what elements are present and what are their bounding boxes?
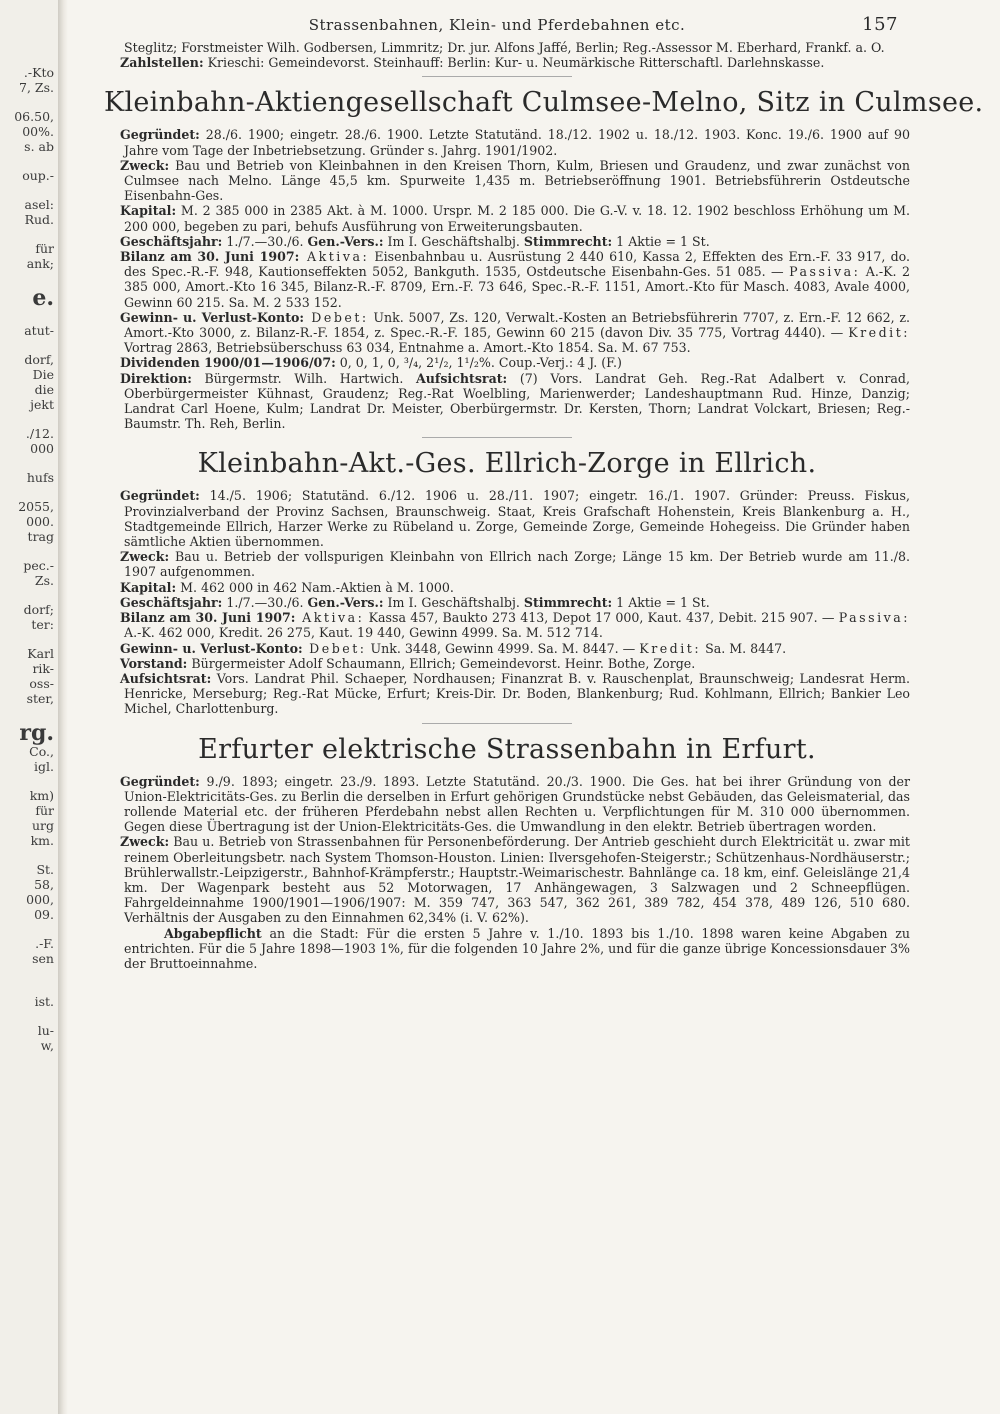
field-text: 1./7.—30./6.: [222, 233, 308, 249]
gutter-text-fragment: lu-: [37, 1023, 54, 1038]
gutter-text-fragment: für: [35, 241, 54, 256]
entry-paragraph: [84, 610, 910, 640]
field-label: Direktion:: [120, 370, 192, 386]
account-side-label: Debet:: [302, 640, 367, 656]
gutter-text-fragment: urg: [31, 818, 54, 833]
entry-paragraph: [84, 127, 910, 157]
gutter-text-fragment: .-Kto: [23, 65, 54, 80]
gutter-text-fragment: für: [35, 803, 54, 818]
gutter-text-fragment: Zs.: [34, 573, 54, 588]
gutter-text-fragment: 000,: [26, 892, 54, 907]
field-label: Gewinn- u. Verlust-Konto:: [120, 640, 303, 656]
field-text: 1 Aktie = 1 St.: [612, 233, 710, 249]
field-label: Gegründet:: [120, 127, 200, 143]
entry-paragraph: [84, 595, 910, 610]
field-text: Im I. Geschäftshalbj.: [383, 233, 524, 249]
field-label: Vorstand:: [120, 655, 188, 671]
field-label: Gegründet:: [120, 488, 200, 504]
field-text: Bürgermeister Adolf Schaumann, Ellrich; Gemeindevorst. Heinr. Bothe, Zorge.: [187, 655, 696, 671]
gutter-text-fragment: hufs: [26, 470, 54, 485]
account-side-label: Kredit:: [639, 640, 702, 656]
company-title: Kleinbahn-Aktiengesellschaft Culmsee-Melno, Sitz in Culmsee.: [104, 87, 984, 119]
gutter-text-fragment: 09.: [34, 907, 54, 922]
entry-paragraph: [84, 203, 910, 233]
gutter-text-fragment: ist.: [34, 994, 54, 1009]
gutter-text-fragment: Rud.: [24, 212, 54, 227]
account-side-label: Aktiva:: [295, 610, 365, 626]
entry-paragraph: [84, 355, 910, 370]
entry-paragraph: [84, 234, 910, 249]
field-text: A.-K. 2 385 000, Amort.-Kto 16 345, Bilanz-R.-F. 8709, Ern.-F. 73 646, Spec.-R.-F. 1151, Amort.-Kto für Masch. 4083, Avale 4000, Gewinn 60 215. Sa. M. 2 533 152.: [124, 264, 910, 310]
field-label: Geschäftsjahr:: [120, 594, 223, 610]
gutter-text-fragment: ter:: [31, 617, 54, 632]
field-label: Zweck:: [120, 549, 170, 565]
field-text: 9./9. 1893; eingetr. 23./9. 1893. Letzte Statutänd. 20./3. 1900. Die Ges. hat bei ihrer Gründung von der Union-Elektricitäts-Ges. zu Berlin die derselben in Erfurt gehörigen Grundstücke nebst Gebäuden, das Geleismaterial, das rollende Material etc. der früheren Pferdebahn nebst allen Rechten u. Verpflichtungen für M. 310 000 übernommen. Gegen diese Übertragung ist der Union-Elektricitäts-Ges. die Umwandlung in den elektr. Betrieb übertragen worden.: [124, 773, 910, 835]
page-number: 157: [862, 14, 898, 35]
gutter-text-fragment: 7, Zs.: [19, 80, 54, 95]
gutter-text-fragment: 58,: [34, 877, 54, 892]
field-label: Kapital:: [120, 203, 177, 219]
field-text: 0, 0, 1, 0, ³/₄, 2¹/₂, 1¹/₂%. Coup.-Verj.: 4 J. (F.): [335, 355, 622, 371]
account-side-label: Aktiva:: [299, 249, 370, 265]
gutter-text-fragment: 06.50,: [14, 109, 54, 124]
book-spine-shadow: [58, 0, 68, 1414]
gutter-text-fragment: ster,: [26, 691, 54, 706]
field-text: Bau u. Betrieb von Strassenbahnen für Personenbeförderung. Der Antrieb geschieht durch Elektricität u. zwar mit reinem Oberleitungsbetr. nach System Thomson-Houston. Linien: Ilversgehofen-Steigerstr.; Schützenhaus-Nordhäuserstr.; Brühlerwallstr.-Leipzigerstr., Bahnhof-Krämpferstr.; Hauptstr.-Weimarischestr. Bahnlänge ca. 18 km, einf. Geleislänge 21,4 km. Der Wagenpark besteht aus 52 Motorwagen, 17 Anhängewagen, 3 Salzwagen und 2 Schneepflügen. Fahrgeldeinnahme 1900/1901—1906/1907: M. 359 747, 363 547, 362 261, 389 782, 454 378, 489 126, 510 680. Verhältnis der Ausgaben zu den Einnahmen 62,34% (i. V. 62%).: [124, 834, 910, 926]
field-text: (7) Vors. Landrat Geh. Reg.-Rat Adalbert v. Conrad, Oberbürgermeister Kühnast, Graudenz; Reg.-Rat Woelbling, Marienwerder; Landeshauptmann Rud. Hinze, Danzig; Landrat Carl Hoene, Kulm; Landrat Dr. Meister, Oberbürgermstr. Dr. Kersten, Thorn; Landrat Volckart, Briesen; Reg.-Baumstr. Th. Reh, Berlin.: [124, 370, 910, 432]
gutter-text-fragment: oss-: [29, 676, 54, 691]
gutter-text-fragment: 000.: [26, 514, 54, 529]
previous-page-edge: [0, 0, 58, 1414]
company-title: Erfurter elektrische Strassenbahn in Erfurt.: [198, 733, 816, 765]
field-text: Bau und Betrieb von Kleinbahnen in den Kreisen Thorn, Kulm, Briesen und Graudenz, und zwar zunächst von Culmsee nach Melno. Länge 45,5 km. Spurweite 1,435 m. Betriebseröffnung 1901. Betriebsführerin Ostdeutsche Eisenbahn-Ges.: [124, 157, 910, 204]
company-title: Kleinbahn-Akt.-Ges. Ellrich-Zorge in Ellrich.: [197, 448, 817, 480]
field-label: Zahlstellen:: [120, 55, 204, 71]
entry-paragraph: [84, 656, 910, 671]
account-side-label: Passiva:: [789, 264, 861, 280]
gutter-text-fragment: pec.-: [23, 558, 54, 573]
field-label: Zweck:: [120, 834, 170, 850]
field-label: Stimmrecht:: [523, 594, 613, 610]
field-label: Aufsichtsrat:: [415, 370, 508, 386]
entry-paragraph: [84, 249, 910, 310]
field-text: an die Stadt: Für die ersten 5 Jahre v. 1./10. 1893 bis 1./10. 1898 waren keine Abgaben zu entrichten. Für die 5 Jahre 1898—1903 1%, für die folgenden 10 Jahre 2%, und für die ganze übrige Koncessionsdauer 3% der Bruttoeinnahme.: [124, 925, 910, 971]
entry-paragraph: [84, 549, 910, 579]
gutter-text-fragment: e.: [32, 285, 54, 311]
running-head: [84, 14, 910, 40]
field-label: Zweck:: [120, 157, 170, 173]
field-text: 14./5. 1906; Statutänd. 6./12. 1906 u. 28./11. 1907; eingetr. 16./1. 1907. Gründer: Preuss. Fiskus, Provinzialverband der Provinz Sachsen, Braunschweig. Staat, Kreis Grafschaft Hohenstein, Kreis Blankenburg a. H., Stadtgemeinde Ellrich, Harzer Werke zu Rübeland u. Zorge, Gemeinde Zorge, Gemeinde Hohegeiss. Die Gründer haben sämtliche Aktien übernommen.: [124, 488, 910, 550]
field-text: 1 Aktie = 1 St.: [612, 594, 710, 610]
gutter-text-fragment: w,: [40, 1038, 54, 1053]
gutter-text-fragment: dorf,: [24, 352, 54, 367]
field-text: M. 462 000 in 462 Nam.-Aktien à M. 1000.: [176, 579, 454, 595]
account-side-label: Debet:: [304, 309, 369, 325]
gutter-text-fragment: trag: [27, 529, 54, 544]
entry-paragraph: [84, 488, 910, 549]
gutter-text-fragment: .-F.: [35, 936, 54, 951]
gutter-text-fragment: rg.: [19, 720, 54, 746]
gutter-text-fragment: igl.: [34, 759, 54, 774]
field-label: Kapital:: [120, 579, 177, 595]
gutter-text-fragment: ank;: [26, 256, 54, 271]
field-label: Gen.-Vers.:: [307, 594, 384, 610]
gutter-text-fragment: St.: [36, 862, 54, 877]
entry-paragraph: [84, 371, 910, 432]
field-label: Bilanz am 30. Juni 1907:: [120, 610, 296, 626]
gutter-text-fragment: oup.-: [22, 168, 54, 183]
field-text: 1./7.—30./6.: [222, 594, 308, 610]
field-label: Gen.-Vers.:: [307, 233, 384, 249]
field-text: Vortrag 2863, Betriebsüberschuss 63 034, Entnahme a. Amort.-Kto 1854. Sa. M. 67 753.: [124, 340, 691, 356]
field-label: Geschäftsjahr:: [120, 233, 223, 249]
gutter-text-fragment: die: [34, 382, 54, 397]
field-text: Krieschi: Gemeindevorst. Steinhauff: Berlin: Kur- u. Neumärkische Ritterschaftl. Darlehnskasse.: [203, 55, 825, 71]
field-text: A.-K. 462 000, Kredit. 26 275, Kaut. 19 440, Gewinn 4999. Sa. M. 512 714.: [124, 625, 603, 641]
field-text: Kassa 457, Baukto 273 413, Depot 17 000, Kaut. 437, Debit. 215 907. —: [364, 610, 839, 626]
field-text: Bürgermstr. Wilh. Hartwich.: [191, 370, 416, 386]
intro-paragraph: Steglitz; Forstmeister Wilh. Godbersen, Limmritz; Dr. jur. Alfons Jaffé, Berlin; Reg.-Assessor M. Eberhard, Frankf. a. O.: [124, 40, 885, 55]
field-label: Bilanz am 30. Juni 1907:: [120, 249, 300, 265]
separator-rule: [422, 723, 572, 724]
field-text: M. 2 385 000 in 2385 Akt. à M. 1000. Urspr. M. 2 185 000. Die G.-V. v. 18. 12. 1902 beschloss Erhöhung um M. 200 000, begeben zu pari, behufs Ausführung von Erweiterungsbauten.: [124, 203, 910, 234]
gutter-text-fragment: Die: [32, 367, 54, 382]
gutter-text-fragment: s. ab: [24, 139, 54, 154]
field-label: Gewinn- u. Verlust-Konto:: [120, 309, 305, 325]
gutter-text-fragment: 00%.: [22, 124, 54, 139]
gutter-text-fragment: Karl: [27, 646, 54, 661]
gutter-text-fragment: sen: [32, 951, 54, 966]
entry-paragraph: [84, 926, 910, 972]
gutter-text-fragment: rik-: [32, 661, 54, 676]
field-text: Unk. 5007, Zs. 120, Verwalt.-Kosten an Betriebsführerin 7707, z. Ern.-F. 12 662, z. Amort.-Kto 3000, z. Bilanz-R.-F. 1854, z. Spec.-R.-F. 185, Gewinn 60 215 (davon Div. 35 775, Vortrag 4440). —: [124, 309, 911, 341]
entry-paragraph: [84, 671, 910, 717]
field-label: Abgabepflicht: [164, 925, 262, 941]
intro-continuation: [84, 40, 910, 70]
entry-paragraph: [84, 834, 910, 925]
account-side-label: Passiva:: [838, 610, 911, 626]
gutter-text-fragment: jekt: [30, 397, 54, 412]
intro-zahlstellen: [84, 55, 910, 70]
gutter-text-fragment: km.: [30, 833, 54, 848]
field-text: 28./6. 1900; eingetr. 28./6. 1900. Letzte Statutänd. 18./12. 1902 u. 18./12. 1903. Konc. 19./6. 1900 auf 90 Jahre vom Tage der Inbetriebsetzung. Gründer s. Jahrg. 1901/1902.: [124, 127, 910, 158]
field-text: Bau u. Betrieb der vollspurigen Kleinbahn von Ellrich nach Zorge; Länge 15 km. Der Betrieb wurde am 11./8. 1907 aufgenommen.: [124, 549, 910, 580]
gutter-text-fragment: km): [29, 788, 54, 803]
entry-paragraph: [84, 580, 910, 595]
field-label: Dividenden 1900/01—1906/07:: [120, 355, 336, 371]
gutter-text-fragment: asel:: [24, 197, 54, 212]
company-entries: [84, 87, 984, 971]
entry-paragraph: [84, 641, 910, 656]
field-text: Im I. Geschäftshalbj.: [383, 594, 524, 610]
account-side-label: Kredit:: [848, 325, 910, 341]
field-label: Aufsichtsrat:: [120, 670, 212, 686]
page: [84, 14, 984, 971]
field-text: Sa. M. 8447.: [701, 640, 787, 656]
gutter-text-fragment: 2055,: [18, 499, 54, 514]
entry-paragraph: [84, 310, 910, 356]
separator-rule: [422, 76, 572, 77]
field-text: Unk. 3448, Gewinn 4999. Sa. M. 8447. —: [366, 640, 640, 656]
gutter-text-fragment: atut-: [24, 323, 54, 338]
running-head-title: Strassenbahnen, Klein- und Pferdebahnen etc.: [308, 16, 686, 34]
entry-paragraph: [84, 158, 910, 204]
field-text: Eisenbahnbau u. Ausrüstung 2 440 610, Kassa 2, Effekten des Ern.-F. 33 917, do. des Spec.-R.-F. 948, Kautionseffekten 5052, Bankguth. 1535, Ostdeutsche Eisenbahn-Ges. 51 085. —: [124, 249, 911, 280]
gutter-text-fragment: ./12.: [25, 426, 54, 441]
field-label: Gegründet:: [120, 773, 200, 789]
gutter-text-fragment: 000: [30, 441, 54, 456]
field-text: Vors. Landrat Phil. Schaeper, Nordhausen; Finanzrat B. v. Rauschenplat, Braunschweig; Landesrat Herm. Henricke, Merseburg; Reg.-Rat Mücke, Erfurt; Kreis-Dir. Dr. Boden, Blankenburg; Rud. Kohlmann, Ellrich; Bankier Leo Michel, Charlottenburg.: [124, 670, 910, 717]
entry-paragraph: [84, 774, 910, 835]
gutter-text-fragment: dorf;: [23, 602, 54, 617]
field-label: Stimmrecht:: [523, 233, 613, 249]
gutter-text-fragment: Co.,: [29, 744, 54, 759]
separator-rule: [422, 437, 572, 438]
